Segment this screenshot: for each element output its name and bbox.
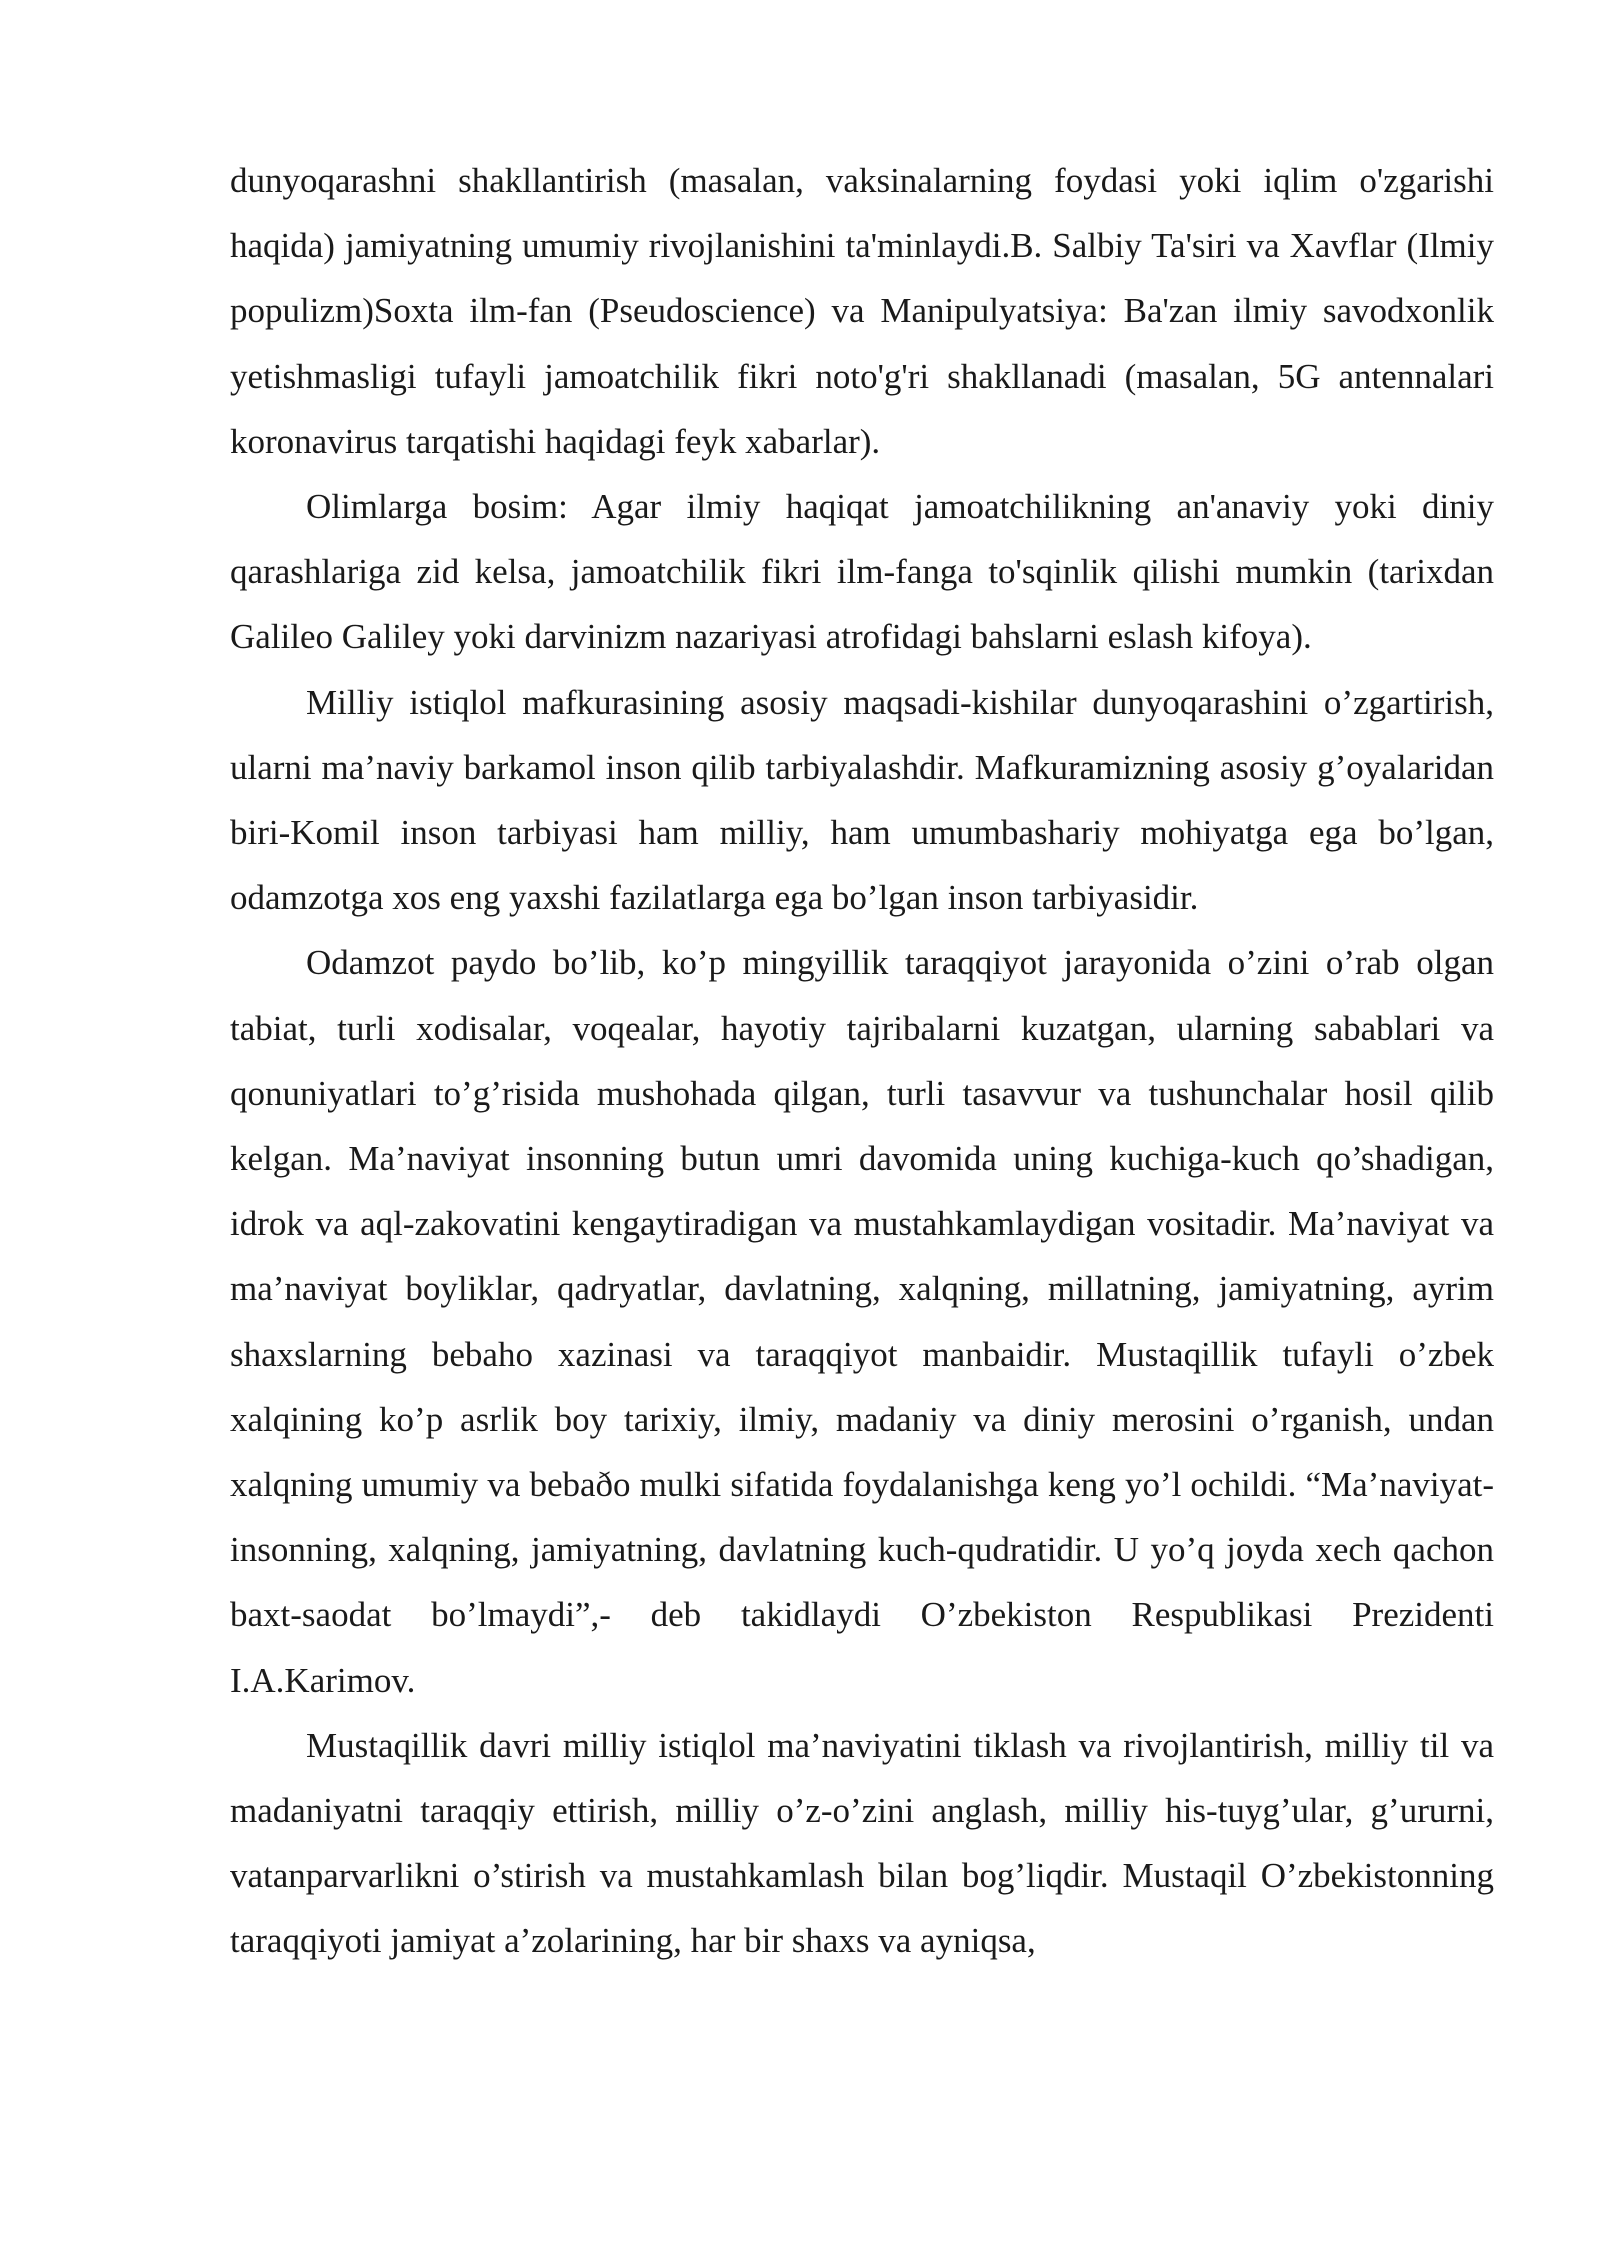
paragraph-1: dunyoqarashni shakllantirish (masalan, vaksinalarning foydasi yoki iqlim o'zgarishi haqida) jamiyatning umumiy rivojlanishini ta'minlaydi.B. Salbiy Ta'siri va Xavflar (Ilmiy populizm)Soxta ilm-fan (Pseudoscience) va Manipulyatsiya: Ba'zan ilmiy savodxonlik yetishmasligi tufayli jamoatchilik fikri noto'g'ri shakllanadi (masalan, 5G antennalari koronavirus tarqatishi haqidagi feyk xabarlar). [230, 161, 1494, 461]
paragraph-5: Mustaqillik davri milliy istiqlol ma’naviyatini tiklash va rivojlantirish, milliy til va madaniyatni taraqqiy ettirish, milliy o’z-o’zini anglash, milliy his-tuyg’ular, g’ururni, vatanparvarlikni o’stirish va mustahkamlash bilan bog’liqdir. Mustaqil O’zbekistonning taraqqiyoti jamiyat a’zolarining, har bir shaxs va ayniqsa, [230, 1725, 1494, 1961]
paragraph-2: Olimlarga bosim: Agar ilmiy haqiqat jamoatchilikning an'anaviy yoki diniy qarashlariga zid kelsa, jamoatchilik fikri ilm-fanga to'sqinlik qilishi mumkin (tarixdan Galileo Galiley yoki darvinizm nazariyasi atrofidagi bahslarni eslash kifoya). [230, 487, 1494, 657]
document-page [230, 148, 1494, 1974]
paragraph-3: Milliy istiqlol mafkurasining asosiy maqsadi-kishilar dunyoqarashini o’zgartirish, ularni ma’naviy barkamol inson qilib tarbiyalashdir. Mafkuramizning asosiy g’oyalaridan biri-Komil inson tarbiyasi ham milliy, ham umumbashariy mohiyatga ega bo’lgan, odamzotga xos eng yaxshi fazilatlarga ega bo’lgan inson tarbiyasidir. [230, 682, 1494, 918]
paragraph-4: Odamzot paydo bo’lib, ko’p mingyillik taraqqiyot jarayonida o’zini o’rab olgan tabiat, turli xodisalar, voqealar, hayotiy tajribalarni kuzatgan, ularning sabablari va qonuniyatlari to’g’risida mushohada qilgan, turli tasavvur va tushunchalar hosil qilib kelgan. Ma’naviyat insonning butun umri davomida uning kuchiga-kuch qo’shadigan, idrok va aql-zakovatini kengaytiradigan va mustahkamlaydigan vositadir. Ma’naviyat va ma’naviyat boyliklar, qadryatlar, davlatning, xalqning, millatning, jamiyatning, ayrim shaxslarning bebaho xazinasi va taraqqiyot manbaidir. Mustaqillik tufayli o’zbek xalqining ko’p asrlik boy tarixiy, ilmiy, madaniy va diniy merosini o’rganish, undan xalqning umumiy va bebaðo mulki sifatida foydalanishga keng yo’l ochildi. “Ma’naviyat-insonning, xalqning, jamiyatning, davlatning kuch-qudratidir. U yo’q joyda xech qachon baxt-saodat bo’lmaydi”,- deb takidlaydi O’zbekiston Respublikasi Prezidenti I.A.Karimov. [230, 943, 1494, 1700]
